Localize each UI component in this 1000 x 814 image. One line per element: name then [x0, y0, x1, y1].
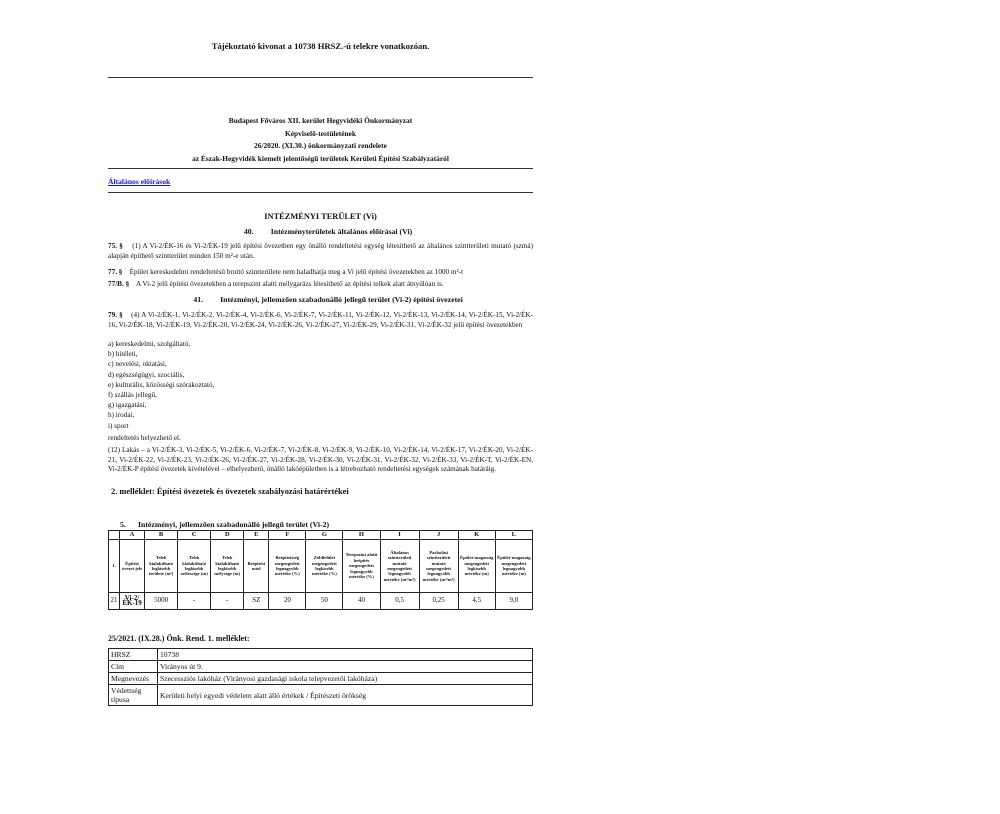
list-item: d) egészségügyi, szociális,	[108, 370, 185, 379]
column-letter: G	[306, 531, 343, 540]
chapter-title: Intézményterületek általános előírásai (Vi)	[270, 227, 413, 236]
info-key: Védettség típusa	[109, 685, 158, 706]
table-row	[109, 673, 533, 685]
list-item: g) igazgatási,	[108, 401, 147, 410]
list-item: h) irodai,	[108, 411, 135, 420]
table-caption	[120, 520, 329, 530]
paragraph-12: (12) Lakás – a Vi-2/ÉK-3, Vi-2/ÉK-5, Vi-2/ÉK-6, Vi-2/ÉK-7, Vi-2/ÉK-8, Vi-2/ÉK-9, Vi-2/ÉK-10, Vi-2/ÉK-14, Vi-2/ÉK-17, Vi-2/ÉK-20, Vi-2/ÉK-21, Vi-2/ÉK-22, Vi-2/ÉK-23, Vi-2/ÉK-26, Vi-2/ÉK-27, Vi-2/ÉK-28, Vi-2/ÉK-30, Vi-2/ÉK-31, Vi-2/ÉK-32, Vi-2/ÉK-33, Vi-2/ÉK-T, Vi-2/ÉK-EN, Vi-2/ÉK-P építési övezetek kivételével – elhelyezhető, önálló lakóépületben is a létrehozható rendeltetési egységek számának határáig.	[108, 446, 533, 474]
page-title: Tájékoztató kivonat a 10738 HRSZ.-ú telekre vonatkozóan.	[211, 41, 430, 51]
column-letter	[109, 531, 120, 540]
column-letter: K	[458, 531, 495, 540]
column-letter: I	[380, 531, 419, 540]
list-item: f) szállás jellegű,	[108, 390, 157, 399]
general-provisions-link[interactable]: Általános előírások	[108, 177, 171, 186]
list-item: b) hitéleti,	[108, 350, 138, 359]
paragraph-79	[108, 311, 533, 330]
use-list	[108, 340, 533, 444]
list-item: a) kereskedelmi, szolgáltató,	[108, 340, 191, 348]
column-header: Terepszint alatti beépítés megengedett legnagyobb mértéke (%)	[343, 540, 380, 593]
column-header: Telek kialakítható legkisebb területe (m²)	[145, 540, 178, 593]
info-value: Virányos út 9.	[158, 661, 533, 673]
divider	[108, 192, 533, 193]
table-row	[109, 649, 533, 661]
table-cell: 9,0	[495, 593, 532, 610]
info-key: Cím	[109, 661, 158, 673]
list-conclusion: rendeltetés helyezhető el.	[108, 433, 181, 442]
table-cell: 5000	[145, 593, 178, 610]
property-info-table	[108, 648, 533, 706]
column-header: Beépítettség megengedett legnagyobb mértéke (%)	[269, 540, 306, 593]
chapter-heading	[108, 295, 533, 305]
regulation-table	[108, 530, 533, 610]
column-header: Építési övezet jele	[120, 540, 145, 593]
list-item: i) sport	[108, 421, 129, 430]
chapter-number: 40.	[243, 227, 254, 236]
column-header: Telek kialakítható legkisebb szélessége (m)	[178, 540, 211, 593]
paragraph-77b	[108, 280, 533, 290]
chapter-heading	[108, 227, 533, 237]
header-line: Budapest Főváros XII. kerület Hegyvidéki Önkormányzat	[228, 116, 413, 125]
column-letter: B	[145, 531, 178, 540]
regulation-header	[108, 115, 533, 165]
paragraph-77	[108, 268, 533, 278]
table-cell: Vi-2/ ÉK-19	[120, 593, 145, 610]
table-row	[109, 685, 533, 706]
column-letter: D	[211, 531, 244, 540]
annex-title: 2. melléklet: Építési övezetek és övezetek szabályozási határértékei	[111, 487, 349, 496]
info-key: Megnevezés	[109, 673, 158, 685]
header-line: az Észak-Hegyvidék kiemelt jelentőségű területek Kerületi Építési Szabályzatáról	[192, 153, 449, 163]
info-key: HRSZ	[109, 649, 158, 661]
divider	[108, 168, 533, 169]
paragraph-number: 77/B. §	[108, 280, 130, 288]
table-cell: 0,25	[419, 593, 458, 610]
info-value: Szecessziós lakóház (Virányosi gazdasági iskola telepvezetői lakóháza)	[158, 673, 533, 685]
column-letter: F	[269, 531, 306, 540]
paragraph-text: Épület kereskedelmi rendeltetésű bruttó szintterülete nem haladhatja meg a Vi jelű építési övezetekben az 1000 m²-t	[129, 268, 464, 276]
table-cell: -	[211, 593, 244, 610]
table-cell: 40	[343, 593, 380, 610]
table-header-row	[109, 540, 533, 593]
divider	[108, 77, 533, 78]
table-caption-title: Intézményi, jellemzően szabadonálló jellegű terület (Vi-2)	[137, 520, 330, 529]
paragraph-number: 77. §	[108, 268, 123, 276]
paragraph-number: 79. §	[108, 311, 123, 319]
header-line: 26/2020. (XI.30.) önkormányzati rendelete	[254, 141, 387, 151]
column-header: Telek kialakítható legkisebb mélysége (m)	[211, 540, 244, 593]
column-header: Épület-magasság megengedett legnagyobb mértéke (m)	[495, 540, 532, 593]
paragraph-text: (1) A Vi-2/ÉK-16 és Vi-2/ÉK-19 jelű építési övezetben egy önálló rendeltetési egység létesíthető az általános szintterületi mutató (szmá) alapján építhető szintterület minden 150 m²-e után.	[108, 242, 534, 260]
table-caption-number: 5.	[120, 520, 126, 529]
info-value: 10738	[158, 649, 533, 661]
column-letter: H	[343, 531, 380, 540]
section-title: INTÉZMÉNYI TERÜLET (Vi)	[264, 212, 377, 221]
column-header: Zöldfelület megengedett legkisebb mértéke (%)	[306, 540, 343, 593]
table-letter-row	[109, 531, 533, 540]
table-cell: 50	[306, 593, 343, 610]
column-letter: A	[120, 531, 145, 540]
table-row	[109, 593, 533, 610]
table-cell: 0,5	[380, 593, 419, 610]
table-cell: -	[178, 593, 211, 610]
column-header: 1.	[109, 540, 120, 593]
column-letter: C	[178, 531, 211, 540]
table-cell: 21	[109, 593, 120, 610]
column-letter: E	[244, 531, 269, 540]
paragraph-text: (4) A Vi-2/ÉK-1, Vi-2/ÉK-2, Vi-2/ÉK-4, Vi-2/ÉK-6, Vi-2/ÉK-7, Vi-2/ÉK-11, Vi-2/ÉK-12, Vi-2/ÉK-13, Vi-2/ÉK-14, Vi-2/ÉK-15, Vi-2/ÉK-16, Vi-2/ÉK-18, Vi-2/ÉK-19, Vi-2/ÉK-20, Vi-2/ÉK-24, Vi-2/ÉK-26, Vi-2/ÉK-27, Vi-2/ÉK-29, Vi-2/ÉK-31, Vi-2/ÉK-32 jelű építési övezetekben	[108, 311, 534, 329]
column-letter: L	[495, 531, 532, 540]
info-table-caption: 25/2021. (IX.28.) Önk. Rend. 1. melléklet:	[108, 634, 250, 643]
paragraph-75	[108, 242, 533, 261]
table-cell: 20	[269, 593, 306, 610]
column-header: Épület-magasság megengedett legkisebb mértéke (m)	[458, 540, 495, 593]
column-header: Parkolási szintterületi mutató megengedett legnagyobb mértéke (m²/m²)	[419, 540, 458, 593]
table-row	[109, 661, 533, 673]
list-item: c) nevelési, oktatási,	[108, 360, 167, 369]
header-line: Képviselő-testületének	[284, 128, 357, 138]
paragraph-number: 75. §	[108, 242, 123, 250]
column-header: Beépítési mód	[244, 540, 269, 593]
info-value: Kerületi helyi egyedi védelem alatt álló értékek / Építészeti örökség	[158, 685, 533, 706]
chapter-title: Intézményi, jellemzően szabadonálló jellegű terület (Vi-2) építési övezetei	[220, 295, 463, 304]
list-item: e) kulturális, közösségi szórakoztató,	[108, 380, 215, 389]
column-letter: J	[419, 531, 458, 540]
table-cell: SZ	[244, 593, 269, 610]
column-header: Általános szintterületi mutató megengedett legnagyobb mértéke (m²/m²)	[380, 540, 419, 593]
paragraph-text: A Vi-2 jelű építési övezetekben a terepszint alatti mélygarázs létesíthető az építési telkek alatt átnyúlóan is.	[135, 280, 444, 288]
table-cell: 4,5	[458, 593, 495, 610]
chapter-number: 41.	[193, 295, 204, 304]
